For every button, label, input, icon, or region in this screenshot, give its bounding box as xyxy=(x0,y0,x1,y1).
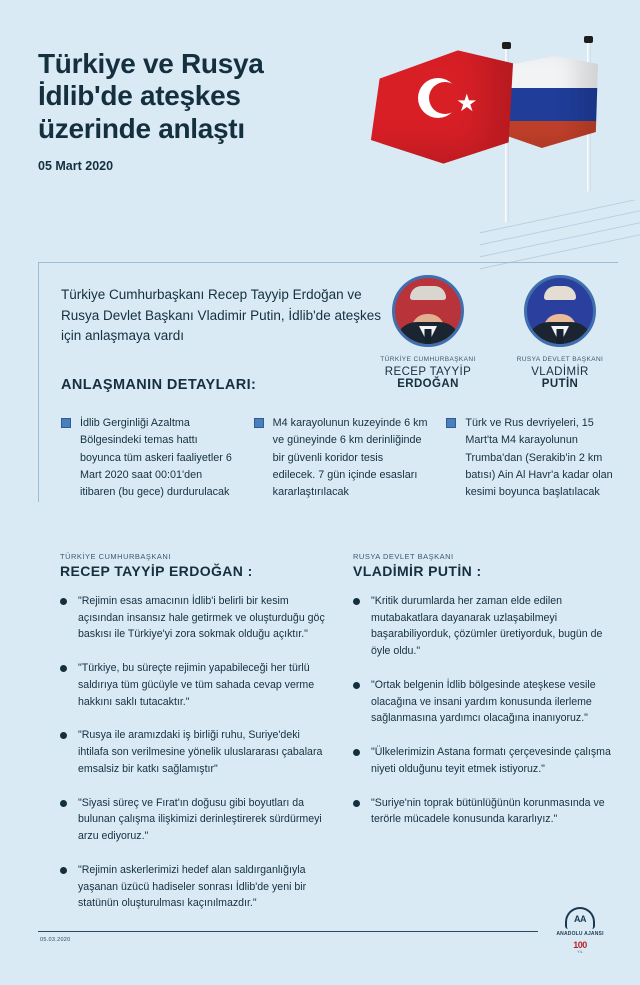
portrait-role-putin: RUSYA DEVLET BAŞKANI xyxy=(516,356,604,363)
hair-shape xyxy=(544,286,576,300)
anadolu-agency-logo xyxy=(542,907,618,954)
aa-monogram-text: AA xyxy=(574,914,586,924)
quote-list-erdogan xyxy=(60,593,327,912)
quote-text: "Rusya ile aramızdaki iş birliği ruhu, Suriye'deki ihtilafa son verilmesine yönelik uluslararası çabalara emsalsiz bir katkı sağlamıştır" xyxy=(78,729,323,775)
portrait-name-putin: VLADİMİR xyxy=(531,366,589,378)
agency-name: ANADOLU AJANSI xyxy=(556,931,604,937)
detail-item xyxy=(254,415,429,502)
square-bullet-icon xyxy=(446,418,456,428)
quote-item xyxy=(60,727,327,777)
bullet-dot-icon xyxy=(60,867,67,874)
flagpole-knob-turkey xyxy=(502,42,511,49)
quote-text: "Kritik durumlarda her zaman elde edilen mutabakatlara dayanarak uzlaşabilmeyi başarabiliyorduk, çözümler üretiyorduk, bugün de öyle oldu." xyxy=(371,595,603,658)
quote-item xyxy=(353,744,620,777)
page-title xyxy=(38,48,368,173)
tie-shape xyxy=(425,329,432,344)
details-heading: ANLAŞMANIN DETAYLARI: xyxy=(61,376,257,393)
flagpole-knob-russia xyxy=(584,36,593,43)
quote-name-erdogan: RECEP TAYYİP ERDOĞAN : xyxy=(60,563,253,579)
quote-column-putin xyxy=(353,552,620,929)
detail-text-3: Türk ve Rus devriyeleri, 15 Mart'ta M4 karayolunun Trumba'dan (Serakib'in 2 km batısı) Ain Al Havr'a kadar olan kesimi boyunca başlatılacak xyxy=(465,416,613,499)
bullet-dot-icon xyxy=(353,598,360,605)
anniversary-sublabel: YIL xyxy=(577,950,583,954)
quote-item xyxy=(60,862,327,912)
quote-item xyxy=(60,660,327,710)
publication-date: 05 Mart 2020 xyxy=(38,159,114,174)
roofline-decoration xyxy=(480,200,640,270)
bullet-dot-icon xyxy=(353,800,360,807)
portraits-group xyxy=(378,275,610,390)
portrait-role-erdogan: TÜRKİYE CUMHURBAŞKANI xyxy=(380,356,476,363)
flags-illustration xyxy=(330,18,640,250)
anniversary-badge: 100 xyxy=(573,940,587,950)
quote-text: "Rejimin esas amacının İdlib'i belirli bir kesim açısından insansız hale getirmek ve oluşturduğu göç baskısı ile Türkiye'yi zora sokmak olduğu açıktır." xyxy=(78,595,325,641)
footer xyxy=(38,913,618,959)
portrait-putin xyxy=(510,275,610,390)
quote-item xyxy=(353,677,620,727)
quote-name-putin: VLADİMİR PUTİN : xyxy=(353,563,482,579)
footer-divider xyxy=(38,931,538,932)
bullet-dot-icon xyxy=(60,665,67,672)
square-bullet-icon xyxy=(61,418,71,428)
quote-item xyxy=(60,795,327,845)
quote-text: "Rejimin askerlerimizi hedef alan saldırganlığıyla yaşanan üzücü hadiseler sonrası İdlib'de yeni bir statünün oluşturulması kaçınılmazdır." xyxy=(78,863,307,910)
quote-item xyxy=(353,593,620,660)
portrait-name-erdogan: RECEP TAYYİP xyxy=(384,366,472,378)
quote-text: "Suriye'nin toprak bütünlüğünün korunmasında ve terörle mücadele konusunda kararlıyız." xyxy=(371,796,605,826)
quote-text: "Siyasi süreç ve Fırat'ın doğusu gibi boyutları da bulunan çalışma ilişkimizi derinleştirerek sürdürmeyi arzu ediyoruz." xyxy=(78,796,322,843)
quote-role-erdogan: TÜRKİYE CUMHURBAŞKANI xyxy=(60,552,171,561)
lede-paragraph: Türkiye Cumhurbaşkanı Recep Tayyip Erdoğan ve Rusya Devlet Başkanı Vladimir Putin, İdlib'de ateşkes için anlaşmaya vardı xyxy=(61,287,381,344)
crescent-icon xyxy=(418,78,458,118)
title-line-3: üzerinde anlaştı xyxy=(38,112,245,144)
detail-item xyxy=(446,415,621,502)
hair-shape xyxy=(410,286,446,300)
details-columns xyxy=(61,415,621,502)
avatar-erdogan xyxy=(392,275,464,347)
portrait-surname-putin: PUTİN xyxy=(541,378,579,390)
bullet-dot-icon xyxy=(353,749,360,756)
quotes-section xyxy=(60,552,620,929)
bullet-dot-icon xyxy=(353,682,360,689)
bullet-dot-icon xyxy=(60,800,67,807)
tie-shape xyxy=(557,329,564,344)
square-bullet-icon xyxy=(254,418,264,428)
detail-text-2: M4 karayolunun kuzeyinde 6 km ve güneyinde 6 km derinliğinde bir güvenli koridor tesis edilecek. 7 gün içinde esasları kararlaştırılacak xyxy=(272,416,428,499)
footer-date: 05.03.2020 xyxy=(40,937,71,943)
detail-text-1: İdlib Gerginliği Azaltma Bölgesindeki temas hattı boyunca tüm askeri faaliyetler 6 Mart 2020 saat 00:01'den itibaren (bu gece) durdurulacak xyxy=(80,416,232,499)
quote-item xyxy=(353,795,620,828)
detail-item xyxy=(61,415,236,502)
quote-text: "Ülkelerimizin Astana formatı çerçevesinde çalışma niyeti olduğunu teyit etmek istiyoruz." xyxy=(371,746,611,775)
header xyxy=(0,0,640,250)
quote-list-putin xyxy=(353,593,620,828)
quote-text: "Türkiye, bu süreçte rejimin yapabileceği her türlü saldırıya tüm gücüyle ve tüm sahada cevap verme hakkını saklı tutacaktır." xyxy=(78,662,315,708)
portrait-erdogan xyxy=(378,275,478,390)
title-line-2: İdlib'de ateşkes xyxy=(38,80,241,112)
bullet-dot-icon xyxy=(60,598,67,605)
aa-monogram-icon xyxy=(565,907,595,929)
quote-role-putin: RUSYA DEVLET BAŞKANI xyxy=(353,552,454,561)
bullet-dot-icon xyxy=(60,732,67,739)
avatar-putin xyxy=(524,275,596,347)
portrait-surname-erdogan: ERDOĞAN xyxy=(397,378,459,390)
info-panel xyxy=(38,262,618,502)
title-line-1: Türkiye ve Rusya xyxy=(38,48,264,79)
quote-text: "Ortak belgenin İdlib bölgesinde ateşkese vesile olacağına ve insani yardım konusunda ilerleme sağlanmasına yardımcı olacağına inanıyoruz." xyxy=(371,678,596,725)
quote-item xyxy=(60,593,327,643)
quote-column-erdogan xyxy=(60,552,327,929)
